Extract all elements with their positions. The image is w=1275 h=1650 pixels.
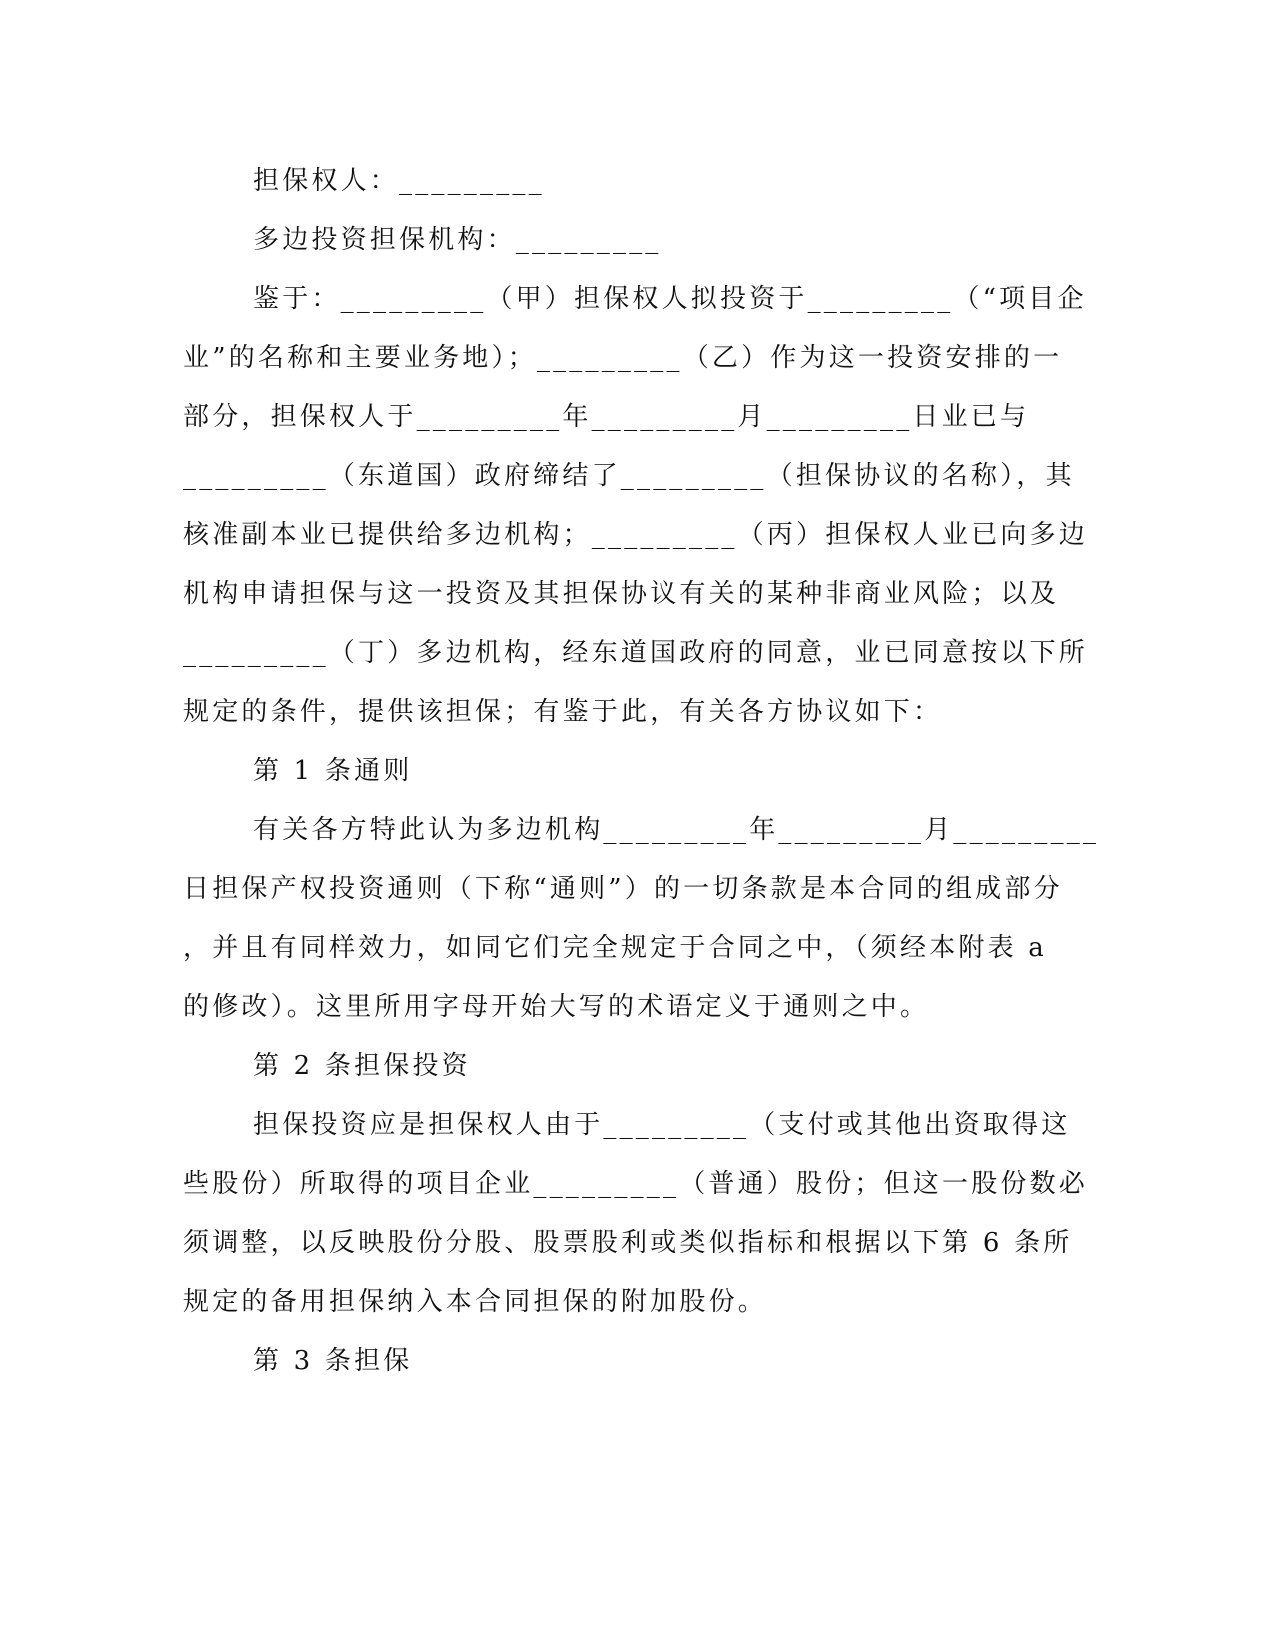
article-1-text-line: 有关各方特此认为多边机构_________年_________月_________ [253,815,1100,845]
recital-line: 部分，担保权人于_________年_________月_________日业已与 [183,402,1030,432]
article-1-heading: 第 1 条通则 [253,756,413,786]
recital-line: _________（东道国）政府缔结了_________（担保协议的名称），其 [183,461,1075,491]
article-2-heading: 第 2 条担保投资 [253,1051,471,1081]
recital-line: 规定的条件，提供该担保；有鉴于此，有关各方协议如下： [183,697,943,727]
miga-line: 多边投资担保机构：_________ [253,225,662,255]
article-2-text-line: 担保投资应是担保权人由于_________（支付或其他出资取得这 [253,1110,1071,1140]
recital-line: 业”的名称和主要业务地）；_________（乙）作为这一投资安排的一 [183,343,1063,373]
article-1-text-line: 日担保产权投资通则（下称“通则”）的一切条款是本合同的组成部分 [183,874,1063,904]
article-1-text-line: ，并且有同样效力，如同它们完全规定于合同之中，（须经本附表 a [183,933,1047,963]
recital-line: 核准副本业已提供给多边机构；_________（丙）担保权人业已向多边 [183,520,1089,550]
article-1-text-line: 的修改）。这里所用字母开始大写的术语定义于通则之中。 [183,992,930,1022]
article-2-text-line: 些股份）所取得的项目企业_________（普通）股份；但这一股份数必 [183,1169,1089,1199]
article-2-text-line: 规定的备用担保纳入本合同担保的附加股份。 [183,1287,768,1317]
document-body [183,152,1100,1391]
recital-line: 鉴于：_________（甲）担保权人拟投资于_________（“项目企 [253,284,1087,314]
article-3-heading: 第 3 条担保 [253,1346,413,1376]
recital-line: _________（丁）多边机构，经东道国政府的同意，业已同意按以下所 [183,638,1089,668]
recital-line: 机构申请担保与这一投资及其担保协议有关的某种非商业风险；以及 [183,579,1060,609]
guarantee-holder-line: 担保权人：_________ [253,166,545,196]
article-2-text-line: 须调整，以反映股份分股、股票股利或类似指标和根据以下第 6 条所 [183,1228,1073,1258]
